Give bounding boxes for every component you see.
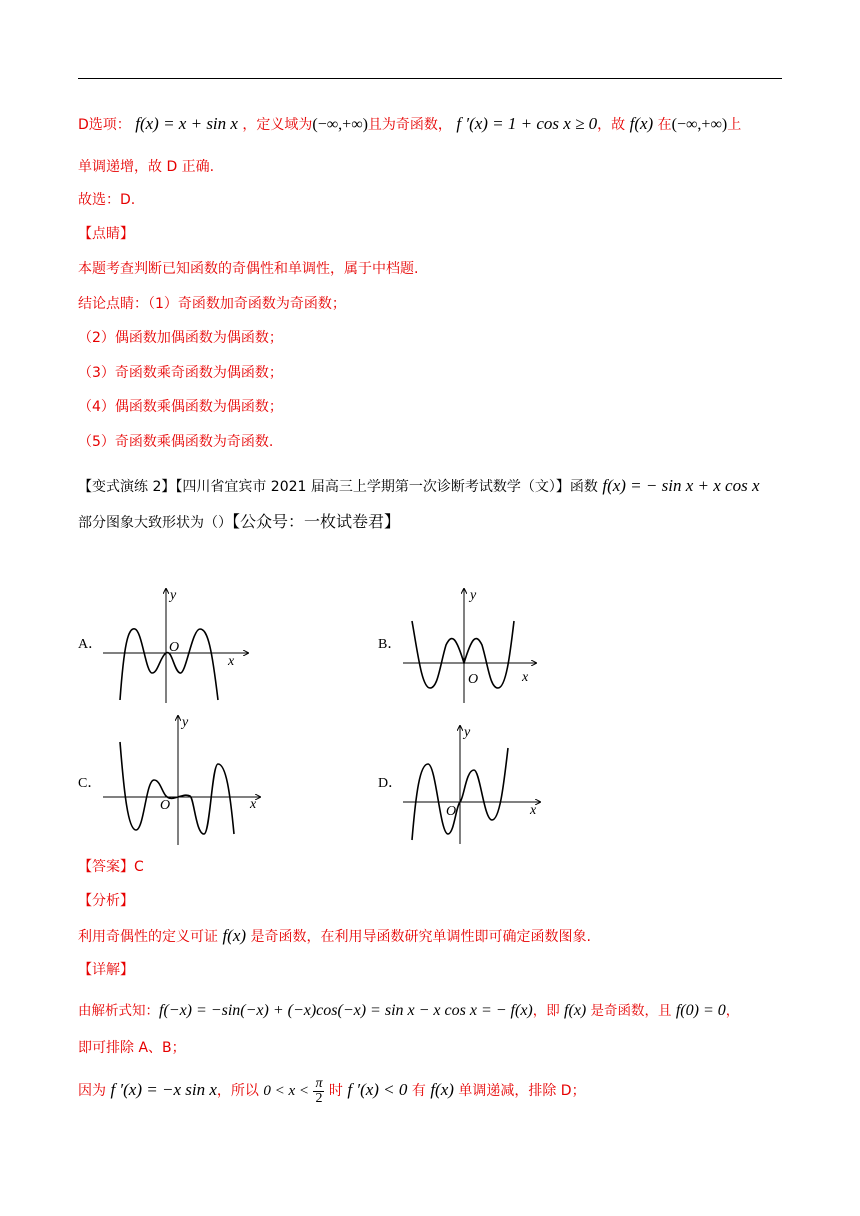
- formula: f(x) = x + sin x: [135, 114, 238, 133]
- formula: f(x) = − sin x + x cos x: [602, 476, 760, 495]
- y-label: y: [464, 725, 471, 740]
- text: ，故: [597, 117, 626, 133]
- text: 是奇函数，且: [590, 1003, 672, 1019]
- detail-line-2: 即可排除 A、B；: [78, 1040, 186, 1056]
- tag: 【公众号：一枚试卷君】: [232, 512, 401, 531]
- detail-line-3: [78, 1072, 586, 1109]
- text: 单调递减，排除 D；: [458, 1083, 586, 1099]
- text: ，定义域为: [242, 117, 313, 133]
- text: 在: [657, 117, 672, 133]
- formula: f ′(x) = −x sin x: [110, 1080, 217, 1099]
- text: 部分图象大致形状为（）: [78, 515, 232, 531]
- formula: 0 < x <: [263, 1083, 309, 1099]
- text: 上: [727, 117, 742, 133]
- text: 因为: [78, 1083, 106, 1099]
- fenxi-text: [78, 926, 591, 947]
- option-d-label: D．: [378, 776, 403, 791]
- dianjing-text: 本题考查判断已知函数的奇偶性和单调性，属于中档题.: [78, 261, 419, 277]
- y-label: y: [170, 588, 177, 603]
- origin-label: O: [169, 640, 180, 655]
- answer-line: 【答案】C: [78, 859, 144, 875]
- option-a-label: A．: [78, 637, 103, 652]
- x-label: x: [522, 670, 529, 685]
- graph-a: [100, 585, 260, 705]
- conclusion-4: （4）偶函数乘偶函数为偶函数；: [78, 399, 283, 415]
- origin-label: O: [160, 798, 171, 813]
- text: 有: [411, 1083, 426, 1099]
- y-label: y: [470, 588, 477, 603]
- option-b-label: B．: [378, 637, 402, 652]
- text: 利用奇偶性的定义可证: [78, 929, 218, 945]
- formula: f ′(x) = 1 + cos x ≥ 0: [456, 114, 598, 133]
- fenxi-heading: 【分析】: [78, 893, 134, 909]
- x-label: x: [228, 654, 235, 669]
- option-c-label: C．: [78, 776, 102, 791]
- fraction-pi-over-2: [313, 1077, 324, 1106]
- graph-d: [400, 722, 560, 847]
- text: 时: [328, 1083, 343, 1099]
- formula: f(x): [629, 114, 654, 133]
- text: D选项：: [78, 117, 131, 133]
- curve: [120, 742, 234, 834]
- detail-line-1: [78, 1001, 739, 1021]
- header-rule: [78, 78, 782, 79]
- conclusion-1: 结论点睛：（1）奇函数加奇函数为奇函数；: [78, 296, 346, 312]
- text: ，所以: [216, 1083, 259, 1099]
- text: 且为奇函数，: [367, 117, 452, 133]
- origin-label: O: [468, 672, 479, 687]
- conclusion-3: （3）奇函数乘奇函数为偶函数；: [78, 365, 283, 381]
- x-label: x: [250, 797, 257, 812]
- conclusion-5: （5）奇函数乘偶函数为奇函数.: [78, 434, 274, 450]
- graph-b: [400, 585, 560, 705]
- text: ，即: [532, 1003, 560, 1019]
- text: 由解析式知：: [78, 1003, 159, 1019]
- formula: f(−x) = −sin(−x) + (−x)cos(−x) = sin x − x cos x = − f(x): [159, 1002, 533, 1019]
- problem-statement: [78, 476, 760, 497]
- interval: (−∞,+∞): [671, 116, 728, 133]
- option-d-cont: 单调递增，故 D 正确.: [78, 159, 215, 175]
- origin-label: O: [446, 804, 457, 819]
- xiangjie-heading: 【详解】: [78, 962, 134, 978]
- formula: f ′(x) < 0: [347, 1080, 408, 1099]
- problem-line-2: [78, 512, 400, 533]
- text: 【变式演练 2】【四川省宜宾市 2021 届高三上学期第一次诊断考试数学（文）】函数: [78, 479, 598, 495]
- formula: f(0) = 0: [675, 1002, 726, 1019]
- denominator: 2: [315, 1090, 323, 1106]
- formula: f(x): [564, 1002, 587, 1019]
- choose-line: 故选：D.: [78, 192, 136, 208]
- option-d-explanation: [78, 114, 741, 135]
- formula: f(x): [222, 926, 247, 945]
- curve: [412, 621, 514, 688]
- y-label: y: [182, 715, 189, 730]
- text: ，: [725, 1003, 740, 1019]
- graph-c: [100, 712, 260, 847]
- dianjing-heading: 【点睛】: [78, 226, 134, 242]
- conclusion-2: （2）偶函数加偶函数为偶函数；: [78, 330, 283, 346]
- text: 是奇函数，在利用导函数研究单调性即可确定函数图象.: [250, 929, 591, 945]
- numerator: π: [315, 1075, 323, 1091]
- interval: (−∞,+∞): [312, 116, 368, 133]
- formula: f(x): [430, 1080, 454, 1099]
- x-label: x: [530, 803, 537, 818]
